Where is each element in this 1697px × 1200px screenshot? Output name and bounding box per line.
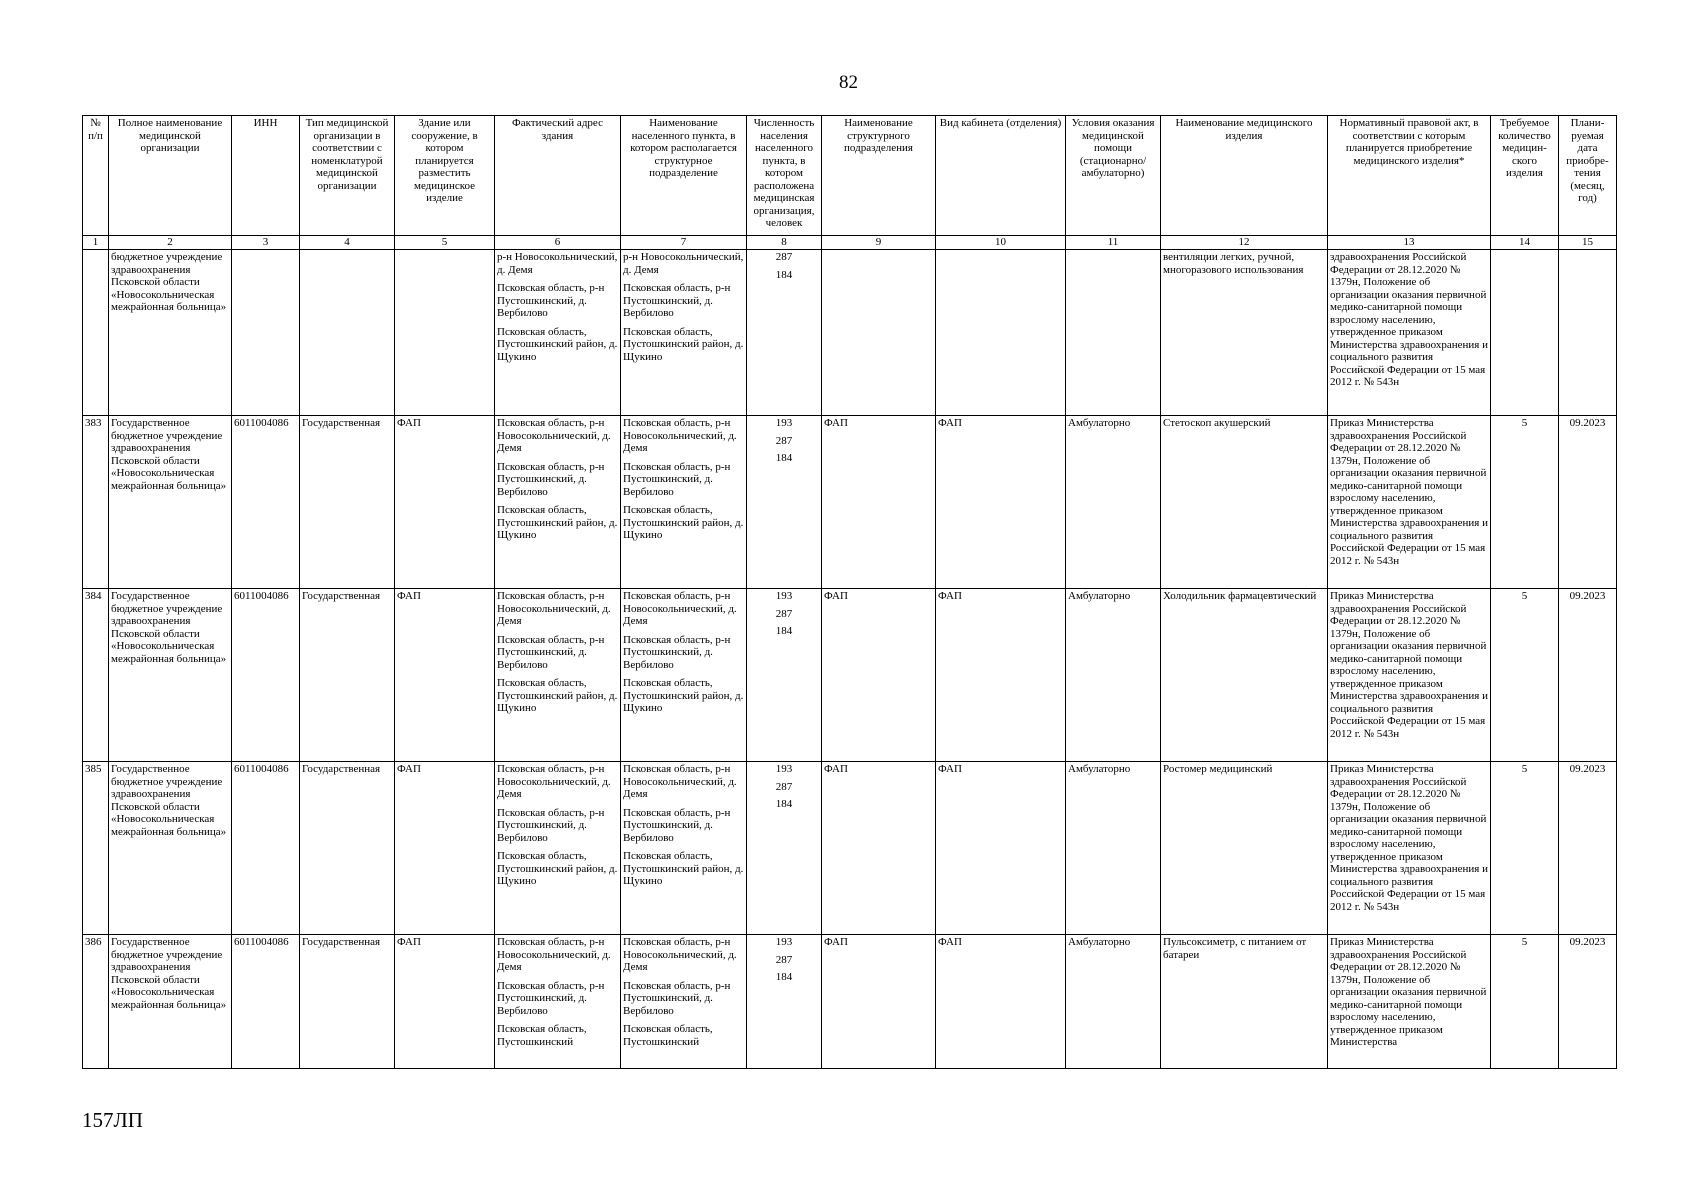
address-line: Псковская область, р-н Новосокольнический, д. Демя [497,417,611,454]
cell-unit: ФАП [822,935,936,1069]
col-header-room: Вид кабинета (отделения) [936,116,1066,236]
cell-num: 386 [83,935,109,1069]
cell-population [747,589,822,762]
cell-room: ФАП [936,589,1066,762]
settlement-line: Псковская область, р-н Пустошкинский, д. Вербилово [623,460,731,498]
cell-inn: 6011004086 [232,935,300,1069]
settlement-line: Псковская область, р-н Пустошкинский, д. Вербилово [623,633,731,671]
col-header-settlement: Наименование населенного пункта, в котором располагается структурное подразделение [621,116,747,236]
table-row [83,416,1617,589]
population-value: 184 [775,798,793,810]
cell-org: Государственное бюджетное учреждение здравоохранения Псковской области «Новосокольническая межрайонная больница» [109,589,232,762]
cell-device: Холодильник фармацевтический [1161,589,1328,762]
cell-building: ФАП [395,416,495,589]
col-number: 5 [395,236,495,250]
cell-address [495,762,621,935]
address-line: Псковская область, р-н Пустошкинский, д. Вербилово [497,282,605,319]
col-number: 12 [1161,236,1328,250]
table-row-continued [83,250,1617,416]
settlement-line: Псковская область, Пустошкинский [623,1023,713,1048]
cell-address [495,250,621,416]
cell-act: Приказ Министерства здравоохранения Российской Федерации от 28.12.2020 № 1379н, Положение об организации оказания первичной медико-санитарной помощи взрослому населению, утвержденное приказом Министерства здравоохранения и социального развития Российской Федерации от 15 мая 2012 г. № 543н [1328,762,1491,935]
cell-type: Государственная [300,589,395,762]
address-line: Псковская область, Пустошкинский [497,1023,587,1048]
cell-settlement [621,250,747,416]
address-line: Псковская область, р-н Пустошкинский, д. Вербилово [497,633,605,671]
address-line: Псковская область, р-н Пустошкинский, д. Вербилово [497,979,605,1017]
cell-room: ФАП [936,416,1066,589]
address-line: Псковская область, Пустошкинский район, д. Щукино [497,677,618,714]
cell-date: 09.2023 [1559,935,1617,1069]
cell-date: 09.2023 [1559,589,1617,762]
cell-qty: 5 [1491,589,1559,762]
population-value: 184 [775,625,793,637]
address-line: р-н Новосокольнический, д. Демя [497,251,618,276]
col-number: 6 [495,236,621,250]
population-value: 184 [775,268,793,281]
settlement-line: Псковская область, р-н Новосокольнический, д. Демя [623,936,737,973]
cell-population [747,416,822,589]
page-number: 82 [839,72,858,93]
population-value: 287 [775,251,793,263]
cell-conditions [1066,250,1161,416]
cell-type: Государственная [300,416,395,589]
cell-settlement [621,762,747,935]
col-number: 11 [1066,236,1161,250]
population-value: 287 [775,780,793,793]
col-number: 14 [1491,236,1559,250]
cell-room: ФАП [936,935,1066,1069]
cell-org: Государственное бюджетное учреждение здравоохранения Псковской области «Новосокольническая межрайонная больница» [109,416,232,589]
cell-date: 09.2023 [1559,416,1617,589]
cell-building: ФАП [395,762,495,935]
population-value: 287 [775,953,793,966]
address-line: Псковская область, р-н Новосокольнический, д. Демя [497,936,611,973]
col-number: 8 [747,236,822,250]
cell-act: здравоохранения Российской Федерации от 28.12.2020 № 1379н, Положение об организации оказания первичной медико-санитарной помощи взрослому населению, утвержденное приказом Министерства здравоохранения и социального развития Российской Федерации от 15 мая 2012 г. № 543н [1328,250,1491,416]
document-code: 157ЛП [82,1108,143,1132]
address-line: Псковская область, Пустошкинский район, д. Щукино [497,325,618,363]
col-number: 1 [83,236,109,250]
col-header-unit: Наименование структурного подразделения [822,116,936,236]
col-header-inn: ИНН [232,116,300,236]
cell-qty: 5 [1491,762,1559,935]
cell-conditions: Амбулаторно [1066,589,1161,762]
cell-org: Государственное бюджетное учреждение здравоохранения Псковской области «Новосокольническая межрайонная больница» [109,935,232,1069]
population-value: 287 [775,607,793,620]
col-header-date: Плани-руемая дата приобре-тения (месяц, год) [1559,116,1617,236]
cell-type: Государственная [300,935,395,1069]
settlement-line: Псковская область, Пустошкинский район, д. Щукино [623,504,744,541]
cell-inn [232,250,300,416]
settlement-line: Псковская область, р-н Пустошкинский, д. Вербилово [623,282,731,319]
address-line: Псковская область, р-н Новосокольнический, д. Демя [497,763,611,800]
settlement-line: Псковская область, р-н Новосокольнический, д. Демя [623,590,737,627]
cell-device: Стетоскоп акушерский [1161,416,1328,589]
cell-unit: ФАП [822,762,936,935]
cell-room: ФАП [936,762,1066,935]
col-number: 15 [1559,236,1617,250]
address-line: Псковская область, р-н Пустошкинский, д. Вербилово [497,806,605,844]
cell-unit [822,250,936,416]
col-number: 7 [621,236,747,250]
settlement-line: Псковская область, Пустошкинский район, д. Щукино [623,677,744,714]
address-line: Псковская область, р-н Новосокольнический, д. Демя [497,590,611,627]
col-header-type: Тип медицинской организации в соответствии с номенклатурой медицинской организации [300,116,395,236]
cell-num: 385 [83,762,109,935]
cell-num [83,250,109,416]
col-number: 4 [300,236,395,250]
cell-act: Приказ Министерства здравоохранения Российской Федерации от 28.12.2020 № 1379н, Положение об организации оказания первичной медико-санитарной помощи взрослому населению, утвержденное приказом Министерства здравоохранения и социального развития Российской Федерации от 15 мая 2012 г. № 543н [1328,416,1491,589]
settlement-line: Псковская область, р-н Пустошкинский, д. Вербилово [623,806,731,844]
cell-num: 383 [83,416,109,589]
header-row [83,116,1617,236]
population-value: 193 [775,417,793,429]
cell-building: ФАП [395,935,495,1069]
cell-qty [1491,250,1559,416]
col-header-building: Здание или сооружение, в котором планируется разместить медицинское изделие [395,116,495,236]
settlement-line: Псковская область, р-н Новосокольнический, д. Демя [623,763,737,800]
population-value: 193 [775,763,793,775]
settlement-line: Псковская область, р-н Пустошкинский, д. Вербилово [623,979,731,1017]
col-header-num: № п/п [83,116,109,236]
col-number: 13 [1328,236,1491,250]
cell-unit: ФАП [822,416,936,589]
cell-num: 384 [83,589,109,762]
settlement-line: Псковская область, р-н Новосокольнический, д. Демя [623,417,737,454]
cell-act: Приказ Министерства здравоохранения Российской Федерации от 28.12.2020 № 1379н, Положение об организации оказания первичной медико-санитарной помощи взрослому населению, утвержденное приказом Министерства [1328,935,1491,1069]
col-header-address: Фактический адрес здания [495,116,621,236]
col-header-org: Полное наименование медицинской организации [109,116,232,236]
population-value: 287 [775,434,793,447]
equipment-table [82,115,1617,1069]
col-header-qty: Требуемое количество медицин-ского изделия [1491,116,1559,236]
settlement-line: р-н Новосокольнический, д. Демя [623,251,744,276]
settlement-line: Псковская область, Пустошкинский район, д. Щукино [623,850,744,887]
cell-device: Пульсоксиметр, с питанием от батареи [1161,935,1328,1069]
table-row [83,589,1617,762]
cell-settlement [621,589,747,762]
cell-population [747,762,822,935]
col-number: 2 [109,236,232,250]
cell-date [1559,250,1617,416]
cell-building: ФАП [395,589,495,762]
cell-building [395,250,495,416]
cell-population [747,250,822,416]
cell-conditions: Амбулаторно [1066,762,1161,935]
col-number: 3 [232,236,300,250]
address-line: Псковская область, р-н Пустошкинский, д. Вербилово [497,460,605,498]
cell-inn: 6011004086 [232,762,300,935]
cell-org: Государственное бюджетное учреждение здравоохранения Псковской области «Новосокольническая межрайонная больница» [109,762,232,935]
address-line: Псковская область, Пустошкинский район, д. Щукино [497,850,618,887]
cell-device: Ростомер медицинский [1161,762,1328,935]
col-header-conditions: Условия оказания медицинской помощи (стационарно/ амбулаторно) [1066,116,1161,236]
col-number: 9 [822,236,936,250]
cell-date: 09.2023 [1559,762,1617,935]
col-header-population: Численность населения населенного пункта, в котором расположена медицинская организация, человек [747,116,822,236]
settlement-line: Псковская область, Пустошкинский район, д. Щукино [623,325,744,363]
col-header-act: Нормативный правовой акт, в соответствии с которым планируется приобретение медицинского изделия* [1328,116,1491,236]
cell-qty: 5 [1491,416,1559,589]
cell-settlement [621,935,747,1069]
population-value: 193 [775,936,793,948]
table-row [83,935,1617,1069]
cell-conditions: Амбулаторно [1066,935,1161,1069]
table-row [83,762,1617,935]
cell-device: вентиляции легких, ручной, многоразового использования [1161,250,1328,416]
cell-address [495,416,621,589]
cell-type [300,250,395,416]
cell-settlement [621,416,747,589]
cell-inn: 6011004086 [232,416,300,589]
address-line: Псковская область, Пустошкинский район, д. Щукино [497,504,618,541]
col-header-device: Наименование медицинского изделия [1161,116,1328,236]
population-value: 193 [775,590,793,602]
cell-room [936,250,1066,416]
cell-address [495,589,621,762]
col-number: 10 [936,236,1066,250]
cell-population [747,935,822,1069]
cell-qty: 5 [1491,935,1559,1069]
cell-type: Государственная [300,762,395,935]
cell-inn: 6011004086 [232,589,300,762]
cell-unit: ФАП [822,589,936,762]
column-number-row [83,236,1617,250]
population-value: 184 [775,452,793,464]
cell-act: Приказ Министерства здравоохранения Российской Федерации от 28.12.2020 № 1379н, Положение об организации оказания первичной медико-санитарной помощи взрослому населению, утвержденное приказом Министерства здравоохранения и социального развития Российской Федерации от 15 мая 2012 г. № 543н [1328,589,1491,762]
population-value: 184 [775,971,793,983]
cell-address [495,935,621,1069]
cell-conditions: Амбулаторно [1066,416,1161,589]
cell-org: бюджетное учреждение здравоохранения Псковской области «Новосокольническая межрайонная больница» [109,250,232,416]
